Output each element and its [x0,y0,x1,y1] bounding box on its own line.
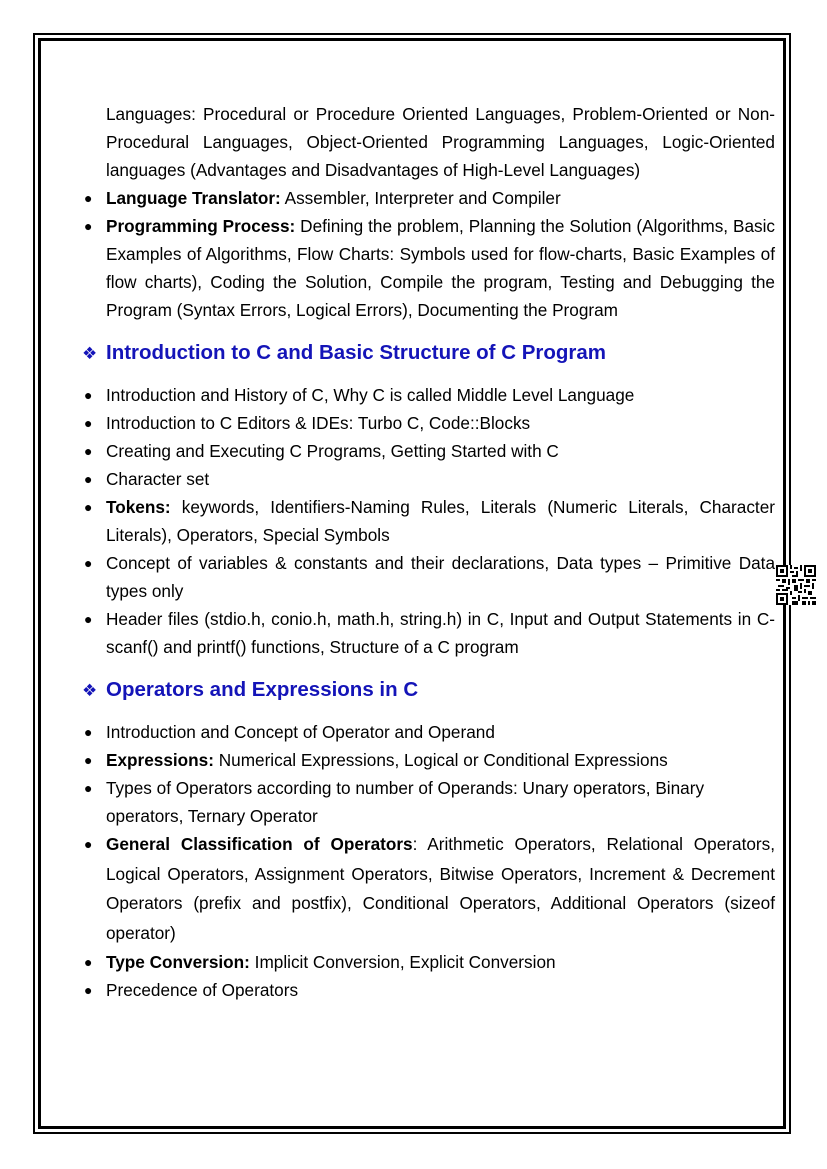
bullet-icon: ● [84,954,93,970]
bullet-icon: ● [84,218,93,234]
bullet-icon: ● [84,387,93,403]
item-label: Type Conversion: [106,952,250,972]
list-item [82,437,775,465]
item-label: Tokens: [106,497,171,517]
item-text: : Arithmetic Operators, Relational Operators, Logical Operators, Assignment Operators, Bitwise Operators, Increment & Decrement Operators (prefix and postfix), Conditional Operators, Additional Operators (sizeof operator) [106,834,775,943]
list-item [82,212,775,324]
bullet-icon: ● [84,780,93,796]
bullet-icon: ● [84,752,93,768]
list-item [82,381,775,409]
section-heading-operators [82,675,775,706]
list-item [82,948,775,976]
list-item [82,976,775,1004]
item-text: Implicit Conversion, Explicit Conversion [249,952,556,972]
list-operators [82,718,775,1004]
section-heading-intro-c [82,338,775,369]
item-text: Defining the problem, Planning the Solution (Algorithms, Basic Examples of Algorithms, Flow Charts: Symbols used for flow-charts, Basic Examples of flow charts), Coding the Solution, Compile the program, Testing and Debugging the Program (Syntax Errors, Logical Errors), Documenting the Program [106,216,776,320]
list-item [82,465,775,493]
bullet-icon: ● [84,982,93,998]
diamond-ornament-icon: ❖ [82,344,98,363]
item-text: keywords, Identifiers-Naming Rules, Literals (Numeric Literals, Character Literals), Operators, Special Symbols [106,497,775,545]
list-language-topics [82,184,775,324]
item-label: General Classification of Operators [106,834,413,854]
bullet-icon: ● [84,471,93,487]
list-intro-c [82,381,775,661]
item-text: Introduction and Concept of Operator and Operand [106,722,495,742]
item-text: Precedence of Operators [106,980,299,1000]
intro-continuation: Languages: Procedural or Procedure Oriented Languages, Problem-Oriented or Non-Procedural Languages, Object-Oriented Programming Languages, Logic-Oriented languages (Advantages and Disadvantages of High-Level Languages) [106,104,775,180]
item-text: Assembler, Interpreter and Compiler [280,188,561,208]
list-item [82,830,775,948]
list-item [82,493,775,549]
bullet-icon: ● [84,415,93,431]
list-item [82,549,775,605]
document-content [82,100,775,1004]
bullet-icon: ● [84,724,93,740]
item-text: Creating and Executing C Programs, Getting Started with C [106,441,559,461]
bullet-icon: ● [84,499,93,515]
bullet-icon: ● [84,190,93,206]
list-item [82,184,775,212]
qr-code-icon [776,565,816,605]
bullet-icon: ● [84,836,93,852]
list-item [82,605,775,661]
section-title: Introduction to C and Basic Structure of C Program [106,341,607,364]
list-item [82,409,775,437]
item-text: Concept of variables & constants and their declarations, Data types – Primitive Data types only [106,553,775,601]
item-text: Introduction and History of C, Why C is called Middle Level Language [106,385,635,405]
item-text: Numerical Expressions, Logical or Conditional Expressions [213,750,668,770]
diamond-ornament-icon: ❖ [82,681,98,700]
item-text: Header files (stdio.h, conio.h, math.h, string.h) in C, Input and Output Statements in C-scanf() and printf() functions, Structure of a C program [106,609,775,657]
item-label: Language Translator: [106,188,281,208]
item-label: Programming Process: [106,216,296,236]
section-title: Operators and Expressions in C [106,678,419,701]
item-text: Character set [106,469,210,489]
list-item [82,718,775,746]
bullet-icon: ● [84,443,93,459]
bullet-icon: ● [84,611,93,627]
list-item [82,774,775,830]
item-text: Introduction to C Editors & IDEs: Turbo C, Code::Blocks [106,413,531,433]
bullet-icon: ● [84,555,93,571]
list-item [82,746,775,774]
item-text: Types of Operators according to number of Operands: Unary operators, Binary operators, Ternary Operator [106,778,705,826]
item-label: Expressions: [106,750,214,770]
